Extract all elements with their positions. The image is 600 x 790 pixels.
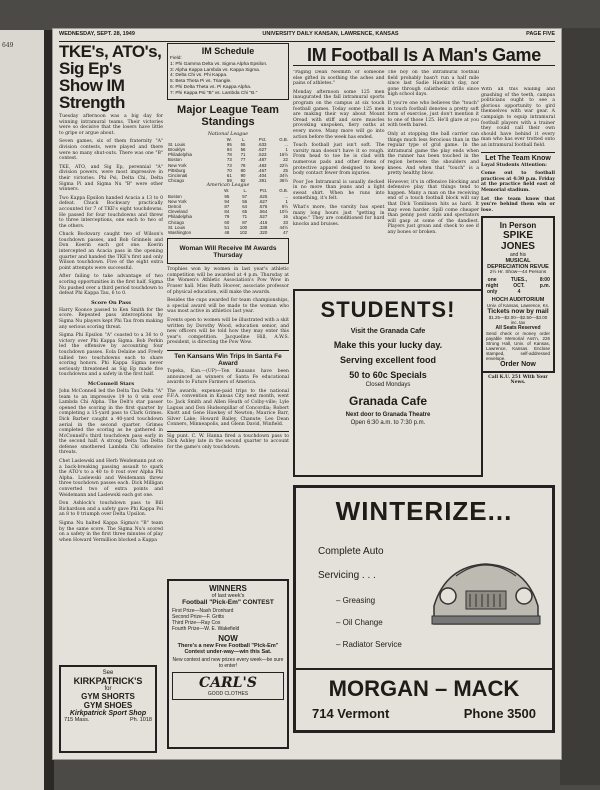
im-schedule-title: IM Schedule [201, 46, 255, 56]
main-article [293, 70, 479, 292]
main-a5: What's more, the varsity has spent many long hours just "getting in shape." They are conditioned for hard knocks and bruises. [293, 205, 385, 227]
schedule-field-label: Field: [170, 56, 182, 61]
standings-cell: 78 [226, 152, 232, 158]
standings-cell: 87 [242, 219, 248, 225]
standings-cell: 92 [240, 178, 246, 184]
standings-cell: .338 [258, 224, 268, 230]
spike-mail: Tickets now by mail [487, 308, 549, 316]
standings-cell: Chicago [168, 178, 185, 184]
kirk-gym-shorts: GYM SHORTS [81, 692, 135, 701]
standings-cell: 48 [224, 230, 230, 236]
tke-p6: After failing to take advantage of two scoring opportunities in the first half, Sigma Nu pushed over a third period touchdown to defeat Phi Kappa Tau, 6 to 0. [59, 274, 163, 297]
left-page-edge [0, 30, 44, 790]
spike-jones-ad [481, 216, 555, 373]
standings-cell: .391 [257, 178, 267, 184]
spike-reserved: All Seats Reserved [495, 325, 541, 332]
standings-cell: 84 [224, 209, 230, 215]
standings-cell: 47 [283, 230, 288, 236]
main-a9: However, it's in offensive blocking and defensive play that things tend to happen. Many a man on the receiving end of a touch football block will say that Dick Tomlinson hits as hard. It may even harder. Spill come cheaper than penny post cards and spectators will gasp at some of the dandiest. Players just groan and check to see if any bones or broken. [387, 179, 479, 236]
spike-name: SPIKE JONES [501, 230, 535, 253]
women-p3: Events open to women will be illustrated with a skit written by Dorothy Wood, education senior, and new officers will be told how they may enter this year's competition. Jacqueline Hill, A.W.S. president, is directing the Pow Wow. [167, 317, 289, 346]
morgan-l2: Servicing . . . [318, 570, 376, 581]
morgan-l3: – Greasing [336, 596, 376, 605]
granada-title: STUDENTS! [320, 297, 456, 322]
standings-cell: .564 [258, 209, 268, 215]
standings-cell: .633 [257, 141, 267, 147]
granada-l4: 50 to 60c Specials [349, 370, 427, 380]
granada-l5: Closed Mondays [365, 382, 411, 388]
kirk-for: for [104, 686, 112, 692]
kirk-shop: Kirkpatrick Sport Shop [69, 710, 147, 717]
spike-order: Order Now [500, 361, 536, 369]
standings-cell: Pittsburg [168, 167, 186, 173]
masthead-date: WEDNESDAY, SEPT. 28, 1949 [59, 31, 135, 37]
standings-cell: .627 [258, 198, 268, 204]
main-a7: If you're one who believes the "touch" in touch football denotes a pretty soft form of exercise, just don't mention it to one of those 125. He'll glare at you with teeth bared. [387, 100, 479, 129]
pickem-winners: WINNERS [209, 584, 247, 593]
main-headline: IM Football Is A Man's Game [293, 45, 555, 66]
standings-cell: .483 [257, 162, 267, 168]
standings-cell: 34½ [279, 173, 288, 178]
standings-header-cell: L. [243, 188, 248, 194]
tke-p3: TKE, ATO, and Sig Ep, perennial "A" division powers, were most impressive in their victories. Phi Psi, Delta Chi, Delta Sigma Pi and Sigma Nu "B" were other winners. [59, 164, 163, 193]
standings-cell: Boston [168, 193, 182, 199]
newspaper-page [52, 28, 562, 760]
tke-p5: Chuck Bockwary caught two of Wilson's touchdown passes, and Bob Grinnels and Don Koerin each got one. Koerin intercepted an Acacia pass in the opening quarter and handed the TKE's first and only Wilson touchdown. Five of the eight extra point attempts were successful. [59, 232, 163, 271]
ten-kansans-headline: Ten Kansans Win Trips In Santa Fe Award [167, 350, 289, 367]
pickem-blanks: New contest and new prizes every week—be sure to enter! [172, 657, 284, 669]
im-schedule-box [167, 43, 289, 100]
standings-cell: 65 [242, 209, 248, 215]
standings-cell: 94 [224, 198, 230, 204]
spike-prices: $1.25—$2.00—$2.50—$3.00 inc. tax [488, 315, 548, 326]
granada-l3: Serving excellent food [339, 355, 437, 365]
right-page-edge [560, 28, 600, 785]
car-illustration [426, 536, 546, 646]
standings-cell: ... [284, 141, 288, 147]
standings-cell: Cincinnati [168, 173, 188, 178]
pickem-fourth: Fourth Prize—W. E. Wakefield [172, 626, 240, 632]
schedule-game: 5: Beta Theta Pi vs. Triangle. [170, 79, 232, 85]
pickem-first: First Prize—Nash Dronhard [172, 608, 234, 614]
standings-cell: Brooklyn [168, 146, 186, 152]
kirk-phone: Ph. 1018 [129, 717, 152, 723]
standings-cell: .576 [258, 204, 268, 210]
main-a2: Monday afternoon some 125 men inaugurated the fall intramural sports program on the campus at six touch football games. Today some 125 men are making their way about Mount Oread with stiff and sore muscles provoking unspoken, fiery oaths at every move. Many more will go into action before the week has ended. [293, 89, 385, 140]
standings-cell: .625 [258, 193, 268, 199]
kirkpatrick-ad [59, 665, 157, 753]
standings-cell: .527 [258, 214, 268, 220]
schedule-game: 7: Phi Kappa Psi "B" vs. Lambda Chi "B." [170, 90, 258, 96]
pickem-now: NOW [218, 634, 238, 643]
loyal-l1: Loyal Students Attention: [481, 162, 547, 168]
standings-cell: .523 [257, 152, 267, 158]
tke-p2: Seven games, six of them fraternity "A" division contests, were played and there were no many shut-outs. There was one "B" contest. [59, 139, 163, 162]
pickem-third: Third Prize—Ray Cox [172, 620, 221, 626]
women-p2: Besides the cups awarded for team championships, a special award will be made to the woman who was most active in athletics last year. [167, 298, 289, 315]
standings-cell: Boston [168, 157, 182, 163]
loyal-title: Let The Team Know [481, 152, 555, 162]
standings-cell: 79 [224, 214, 230, 220]
standings-cell: 55 [240, 141, 246, 147]
standings-cell: 56 [242, 198, 248, 204]
standings-cell: 8½ [281, 204, 288, 210]
carls-logo [172, 672, 284, 700]
standings-cell: 60 [224, 219, 230, 225]
standings-cell: 70 [226, 167, 232, 173]
main-a10: With all this wailing and gnashing of the teeth, campus politicians ought to see a glorious opportunity to gird themselves with war gear. A campaign to equip intramural football players with a trainer they could call their own should have behind it every man who has ever trotted onto an intramural football field. [481, 87, 555, 148]
tke-subhead-score: Score On Pass [91, 299, 131, 306]
column-1 [59, 43, 163, 757]
tke-p9: John McConnell led the Delta Tau Delta "A" team to an impressive 19 to 0 win over Lambda Chi Alpha. The Delt's star passer opened the scoring in the first quarter by completing a 15-yard pass to Clark Grimes. Dick Barber caught a 40-yard touchdown aerial in the second quarter. Grimes completed the scoring as he gathered in McConnell's third touchdown pass early in the second half. A strong Delta Tau Delta defense smothered Lambda Chi offensive threats. [59, 388, 163, 456]
standings-cell: 95 [226, 141, 232, 147]
standings-cell: 22 [283, 157, 288, 163]
tke-p1: Tuesday afternoon was a big day for winning intramural teams. Their victories were so decisive that the losers have little to gripe or argue about. [59, 114, 163, 136]
spike-night: night [486, 283, 499, 290]
spike-tues: TUES., [510, 277, 528, 284]
spike-shows: 2½ Hr. Show—44 Persons [489, 270, 547, 276]
kirk-see: See [102, 670, 114, 676]
spike-one: one [487, 277, 497, 284]
spike-time2: p.m. [539, 283, 550, 290]
standings-cell: 57 [242, 193, 248, 199]
tke-p12: Sigma Nu halted Kappa Sigma's "B" team by the same score. The Sigma Nu's scored on a safety in the first three minutes of play when Howard Vermillion blocked a Kappa [59, 521, 163, 543]
standings-cell: 33 [283, 219, 288, 225]
kirk-gym-shoes: GYM SHOES [83, 701, 133, 710]
standings-cell: Detroit [168, 204, 181, 210]
standings-cell: 22½ [279, 162, 288, 168]
masthead [59, 31, 555, 42]
standings-cell: 95 [224, 193, 230, 199]
tke-headline: TKE's, ATO's, Sig Ep's Show IM Strength [59, 43, 162, 112]
morgan-addr: 714 Vermont [312, 706, 390, 721]
standings-cell: 16 [283, 214, 288, 220]
standings-cell: 94 [226, 146, 232, 152]
standings-cell: Cleveland [168, 209, 188, 215]
granada-l1: Visit the Granada Cafe [350, 328, 426, 335]
kirk-addr: 715 Mass. [64, 717, 90, 723]
tke-p8: Sigma Phi Epsilon "A" coasted to a 36 to 0 victory over Phi Kappa Sigma. Bob Perkin led the offensive by accounting four touchdown passes. Eola Delaine and Freely tallied two touchdowns each to share scoring honors. Phi Kappa Sigma never seriously threatened as Sig Ep made five touchdowns and a safety in the first half. [59, 333, 163, 378]
tke-p4: Two Kappa Epsilon handed Acacia a 13 to 0 defeat. Chuck Bockwary practically accounted for 7 of TKE's eight touchdowns. He passed for four touchdowns and threw to three interceptions, one each to two of the others. [59, 195, 163, 229]
women-awards-box [167, 238, 289, 264]
standings-cell: 59 [226, 178, 232, 184]
standings-cell: Philadelphia [168, 214, 192, 220]
standings-cell: 10½ [279, 209, 288, 215]
carls-sub: GOOD CLOTHES [207, 691, 249, 697]
standings-cell: 36½ [279, 178, 288, 184]
standings-header-cell: G.B. [279, 136, 288, 142]
spike-univ: Univ. of Kansas, Lawrence, Ks. [486, 303, 550, 309]
schedule-game: 6: Phi Delta Theta vs. Pi Kappa Alpha. [170, 84, 252, 90]
standings-cell: 56 [240, 146, 246, 152]
pickem-new: There's a new Free Football "Pick-Em" Contest under-way—win this Sat. [177, 643, 279, 655]
standings-cell: 1 [285, 146, 288, 152]
morgan-mack-ad [293, 485, 555, 733]
standings-cell: ... [284, 193, 288, 199]
standings-cell: 1 [285, 198, 288, 204]
schedule-game: 4: Delta Chi vs. Phi Kappa. [170, 73, 228, 79]
standings-title: Major League Team Standings [177, 103, 279, 128]
standings-cell: 16½ [279, 152, 288, 158]
morgan-l1: Complete Auto [318, 546, 384, 557]
standings-cell: New York [168, 162, 187, 168]
spike-send: Send check or money order payable Memorial Ass'n, 226 Strong Hall, Univ. of Kansas, Lawrence, Kansas. Enclose stamped, self-addressed envelope. [486, 331, 550, 362]
main-a8: Only at stopping the ball carrier can things much less ferocious than in the regular type of grid game. In the intramural game the play ends when the runner has been touched in the region between the shoulders and knees. And when that "touch" is a pretty healthy blow. [387, 131, 479, 177]
standings-cell: St. Louis [168, 141, 186, 147]
granada-l8: Open 6:30 a.m. to 7:30 p.m. [350, 420, 426, 426]
standings-cell: .404 [257, 173, 267, 178]
granada-cafe-ad [293, 289, 483, 477]
morgan-l4: – Oil Change [336, 618, 383, 627]
loyal-l2: Come out to football practices at 4:30 p.m. Friday at the practice field east of Memorial stadium. [481, 171, 555, 193]
pickem-of-last: of last week's [211, 593, 245, 599]
spike-and-his: and his [509, 252, 527, 259]
women-headline: Woman Will Receive IM Awards Thursday [179, 245, 277, 260]
morgan-l5: – Radiator Service [336, 640, 402, 649]
standings-cell: 90 [240, 173, 246, 178]
schedule-game: 3: Alpha Kappa Lambda vs. Kappa Sigma. [170, 67, 261, 73]
standings-cell: .627 [257, 146, 267, 152]
standings-header-cell: W. [226, 136, 232, 142]
granada-l7: Next door to Granada Theatre [345, 412, 431, 418]
standings-cell: Chicago [168, 219, 185, 225]
spike-only: only [486, 289, 498, 296]
standings-cell: 44½ [279, 224, 288, 230]
american-league-table [167, 188, 289, 235]
morgan-name: MORGAN – MACK [296, 668, 552, 702]
standings-header-cell: L. [241, 136, 246, 142]
standings-cell: 73 [226, 157, 232, 163]
standings-header-cell: W. [224, 188, 230, 194]
ten-kansans-p2: The awards, expense-paid trips to the national F.F.A. convention in Kansas City next month, went to: Jack Smith and Allen Heath of Colby-ville; Lyle Laguss and Don Hudsonpillar of Concordia; Robert Knott and Gene Hawkey of Newton; Maurice Barr, Silver Lake; Howard Bailey, Chanute; Leo Dean Conners, Minneapolis, and Glenn David, Winfield. [167, 388, 289, 428]
continued-text: Sig punt. C. W. Hanna fired a touchdown pass to Dick Ashley late in the second quarter to account for the game's only touchdown. [167, 431, 289, 451]
tke-p10: Chet Laslewski and Herb Weidemann put on a back-breaking passing assault to spark the ATO's to a 40 to 0 rout over Alpha Phi Alpha. Laslewski and Weidemann threw three touchdown passes each. Dick Milligan converted two of extra points and Weidemann and Laslewski each got one. [59, 459, 163, 498]
american-league-label: American League [206, 183, 250, 189]
right-side-column [481, 87, 555, 437]
standings-cell: .467 [257, 167, 267, 173]
spike-oct: OCT. [513, 283, 525, 290]
standings-cell: .320 [258, 230, 268, 236]
national-league-table [167, 137, 289, 184]
standings-cell: 73 [226, 162, 232, 168]
schedule-game: 1: Phi Gamma Delta vs. Sigma Alpha Epsilon. [170, 61, 268, 67]
standings-cell: 100 [239, 224, 248, 230]
standings-cell: .416 [258, 219, 268, 225]
tke-p7: Harry Koonce passed to Ken Smith for the score. Repeated pass interceptions by Sigma Nu players kept Phi Tau from making any serious scoring threat. [59, 307, 163, 330]
standings-cell: 61 [226, 173, 232, 178]
right-area [293, 43, 555, 757]
ten-kansans-p1: Topeka, Kan.—(UP)—Ten Kansans have been announced as winners of Santa Fe educational awards to Future Farmers of America. [167, 368, 289, 386]
standings-header-cell: Pct. [259, 188, 268, 194]
granada-l2: Make this your lucky day. [333, 340, 443, 350]
spike-date: 4 [517, 289, 521, 296]
masthead-paper: UNIVERSITY DAILY KANSAN, LAWRENCE, KANSAS [262, 31, 399, 37]
kirk-name: KIRKPATRICK'S [73, 676, 143, 686]
standings-cell: Washington [168, 230, 192, 236]
standings-header-cell: G.B. [279, 188, 288, 194]
morgan-phone: Phone 3500 [463, 706, 536, 721]
carls-name: CARL'S [199, 675, 257, 691]
main-a1: "Paging Dean Nesmith or someone else gifted in soothing the aches and pains of athletes." [293, 70, 385, 87]
standings-cell: 71 [240, 152, 246, 158]
spike-revue: MUSICAL DEPRECIATION REVUE [487, 258, 549, 271]
morgan-title: WINTERIZE... [335, 496, 513, 526]
masthead-page: PAGE FIVE [526, 31, 555, 37]
standings-cell: 25 [283, 167, 288, 173]
standings-cell: 64 [242, 204, 248, 210]
standings-cell: Philadelphia [168, 152, 192, 158]
tke-p11: Don Ashlock's touchdown pass to Bill Richardson and a safety gave Phi Kappa Psi an 8 to 0 triumph over Delta Upsilon. [59, 501, 163, 518]
spike-time1: 8:00 [539, 277, 550, 284]
standings-cell: St. Louis [168, 224, 186, 230]
women-p1: Trophies won by women in last year's athletic competition will be awarded at 4 p.m. Thursday at the Women's Athletic Association's Pow Wow in Fraser hall. Miss Ruth Hoover, associate professor of physical education, will make the awards. [167, 267, 289, 295]
spike-hall: HOCH AUDITORIUM [491, 297, 545, 304]
call-ku-note: Call K.U. 251 With Your News. [488, 375, 548, 386]
standings-row [167, 230, 289, 235]
standings-cell: New York [168, 198, 187, 204]
main-a6: The boy on the intramural football field probably hasn't run a half mile since last Sadie Hawkin's day, nor gone through calisthenic drills since high school days. [387, 70, 479, 98]
standings-cell: 78 [240, 162, 246, 168]
loyal-l3: Let the team know that you're behind them win or lose. [481, 196, 555, 213]
standings-cell: 71 [242, 214, 248, 220]
main-a4: Poor Joe Intramural is usually decked in no more than jeans and a light sweat shirt. When he runs into something, it's felt. [293, 179, 385, 202]
standings-header-cell: Pct. [258, 136, 267, 142]
left-page-number: 649 [2, 42, 14, 49]
pickem-second: Second Prize—F. Gritts [172, 614, 224, 620]
main-a3: Touch football just isn't soft. The varsity man doesn't have it so rough. From head to toe he is clad with numerous pads and other items of protective apparel designed to keep body contact fewer from injuries. [293, 143, 385, 177]
standings-cell: 102 [239, 230, 248, 236]
granada-l6: Granada Cafe [348, 394, 428, 408]
standings-cell: .487 [257, 157, 267, 163]
spike-inperson: In Person [499, 221, 537, 231]
standings-cell: 51 [224, 224, 230, 230]
standings-cell: 87 [224, 204, 230, 210]
tke-subhead-mcconnell: McConnell Stars [87, 380, 135, 387]
national-league-label: National League [207, 131, 249, 137]
pickem-contest: Football "Pick-Em" CONTEST [182, 599, 274, 606]
standings-cell: 77 [240, 157, 246, 163]
standings-cell: 80 [240, 167, 246, 173]
pickem-ad [167, 579, 289, 749]
